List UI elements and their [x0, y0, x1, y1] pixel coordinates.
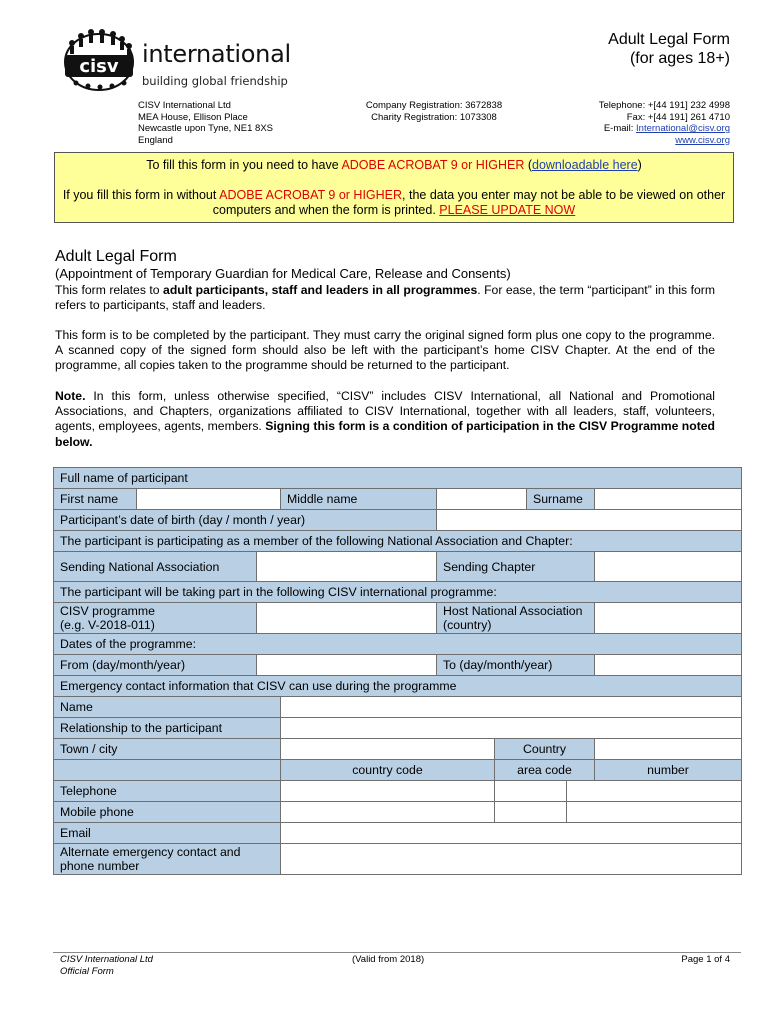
sending-na-label: Sending National Association [54, 552, 257, 582]
relationship-label: Relationship to the participant [54, 718, 281, 739]
telephone-number-field[interactable] [567, 781, 742, 802]
country-code-label: country code [281, 760, 495, 781]
intro-pre: This form relates to [55, 283, 164, 297]
footer-divider [53, 952, 741, 953]
emergency-header: Emergency contact information that CISV can use during the programme [54, 676, 742, 697]
charity-registration: Charity Registration: 1073308 [371, 111, 497, 123]
cisv-programme-label [54, 603, 257, 634]
alternate-contact-label: Alternate emergency contact and phone number [54, 844, 281, 875]
sending-chapter-label: Sending Chapter [437, 552, 595, 582]
note-text: In this form, unless otherwise specified, “CISV” includes CISV International, all National and Promotional Associations, and Chapters, organizations affiliated to CISV International, together with all leaders, staff, volunteers, agents, employees, agents, members. [55, 389, 715, 434]
from-label: From (day/month/year) [54, 655, 257, 676]
notice-requirement-2: ADOBE ACROBAT 9 or HIGHER [219, 188, 403, 202]
update-now-link[interactable]: PLEASE UPDATE NOW [439, 203, 576, 217]
address-block [138, 100, 273, 146]
logo-tagline: building global friendship [142, 74, 288, 88]
notice-requirement-1: ADOBE ACROBAT 9 or HIGHER [341, 158, 525, 172]
host-na-field[interactable] [595, 603, 742, 634]
mobile-country-code-field[interactable] [281, 802, 495, 823]
intro-bold: adult participants, staff and leaders in all programmes [163, 283, 478, 297]
notice-line2-mid: , the data you enter may not be able to be viewed on other computers and when the form is printed. [212, 188, 726, 217]
email-link[interactable]: International@cisv.org [636, 123, 730, 135]
cisv-programme-text: CISV programme [60, 604, 155, 618]
name-field[interactable] [281, 697, 742, 718]
middle-name-label: Middle name [281, 489, 437, 510]
notice-line1-pre: To fill this form in you need to have [146, 158, 342, 172]
contact-block [599, 100, 730, 146]
country-field[interactable] [595, 739, 742, 760]
company-registration: Company Registration: 3672838 [365, 100, 503, 111]
sending-chapter-field[interactable] [595, 552, 742, 582]
footer-org-name: CISV International Ltd [60, 954, 153, 965]
to-field[interactable] [595, 655, 742, 676]
first-name-label: First name [54, 489, 137, 510]
header-title-block [608, 30, 730, 68]
page-number: Page 1 of 4 [681, 954, 730, 965]
surname-label: Surname [527, 489, 595, 510]
header-subtitle: (for ages 18+) [629, 50, 730, 67]
intro-post: . For ease, the term “participant” in this form refers to participants, staff and leaders. [55, 283, 715, 313]
relationship-field[interactable] [281, 718, 742, 739]
registration-block [344, 100, 524, 123]
participant-form [53, 467, 742, 875]
intro-paragraph [55, 283, 715, 313]
name-label: Name [54, 697, 281, 718]
town-field[interactable] [281, 739, 495, 760]
area-code-label: area code [495, 760, 595, 781]
globe-people-icon [62, 28, 136, 92]
completion-paragraph: This form is to be completed by the participant. They must carry the original signed form plus one copy to the programme. A scanned copy of the signed form should also be left with the participant’s home CISV Chapter. At the end of the programme, all copies taken to the programme should be returned to the participant. [55, 328, 715, 373]
sending-na-field[interactable] [257, 552, 437, 582]
notice-paren-open: ( [524, 158, 532, 172]
dob-field[interactable] [437, 510, 742, 531]
programme-header: The participant will be taking part in the following CISV international programme: [54, 582, 742, 603]
note-paragraph [55, 389, 715, 450]
website-link[interactable]: www.cisv.org [675, 134, 730, 146]
notice-line1 [55, 158, 733, 173]
phone-columns-spacer [54, 760, 281, 781]
first-name-field[interactable] [137, 489, 281, 510]
note-label: Note. [55, 389, 86, 403]
notice-line2-pre: If you fill this form in without [62, 188, 220, 202]
email-label: E-mail: [603, 123, 637, 135]
email-line [599, 123, 730, 135]
host-na-label: Host National Association (country) [437, 603, 595, 634]
footer-org [60, 954, 153, 978]
telephone-area-code-field[interactable] [495, 781, 567, 802]
email-label: Email [54, 823, 281, 844]
email-field[interactable] [281, 823, 742, 844]
dob-label-text: Participant’s date of birth [60, 513, 196, 527]
cisv-logo [62, 28, 292, 92]
download-link[interactable]: downloadable here [532, 158, 638, 172]
full-name-header: Full name of participant [54, 468, 742, 489]
dob-hint: (day / month / year) [195, 513, 306, 527]
mobile-label: Mobile phone [54, 802, 281, 823]
to-label: To (day/month/year) [437, 655, 595, 676]
footer-valid: (Valid from 2018) [352, 954, 425, 965]
cisv-programme-example: (e.g. V-2018-011) [60, 618, 155, 632]
telephone-country-code-field[interactable] [281, 781, 495, 802]
address-line3: England [138, 134, 173, 146]
number-label: number [595, 760, 742, 781]
logo-badge-text: cisv [79, 56, 119, 77]
country-label: Country [495, 739, 595, 760]
telephone-label: Telephone [54, 781, 281, 802]
cisv-programme-field[interactable] [257, 603, 437, 634]
section-subtitle: (Appointment of Temporary Guardian for Medical Care, Release and Consents) [55, 266, 511, 281]
notice-line2 [55, 188, 733, 218]
address-line1: MEA House, Ellison Place [138, 111, 248, 123]
note-bold: Signing this form is a condition of participation in the CISV Programme noted below. [55, 419, 715, 449]
telephone-text: Telephone: +[44 191] 232 4998 [598, 100, 730, 111]
dob-label [54, 510, 437, 531]
logo-wordmark: international [142, 40, 291, 68]
dates-header: Dates of the programme: [54, 634, 742, 655]
address-line2: Newcastle upon Tyne, NE1 8XS [138, 123, 274, 135]
org-name: CISV International Ltd [138, 100, 231, 111]
town-label: Town / city [54, 739, 281, 760]
acrobat-notice [54, 152, 734, 223]
mobile-number-field[interactable] [567, 802, 742, 823]
member-header: The participant is participating as a member of the following National Association and Chapter: [54, 531, 742, 552]
alternate-contact-field[interactable] [281, 844, 742, 875]
surname-field[interactable] [595, 489, 742, 510]
footer-official: Official Form [60, 966, 114, 977]
header-title: Adult Legal Form [608, 31, 730, 48]
from-field[interactable] [257, 655, 437, 676]
fax-text: Fax: +[44 191] 261 4710 [626, 111, 730, 123]
section-title: Adult Legal Form [55, 248, 177, 265]
mobile-area-code-field[interactable] [495, 802, 567, 823]
notice-paren-close: ) [637, 158, 642, 172]
middle-name-field[interactable] [437, 489, 527, 510]
